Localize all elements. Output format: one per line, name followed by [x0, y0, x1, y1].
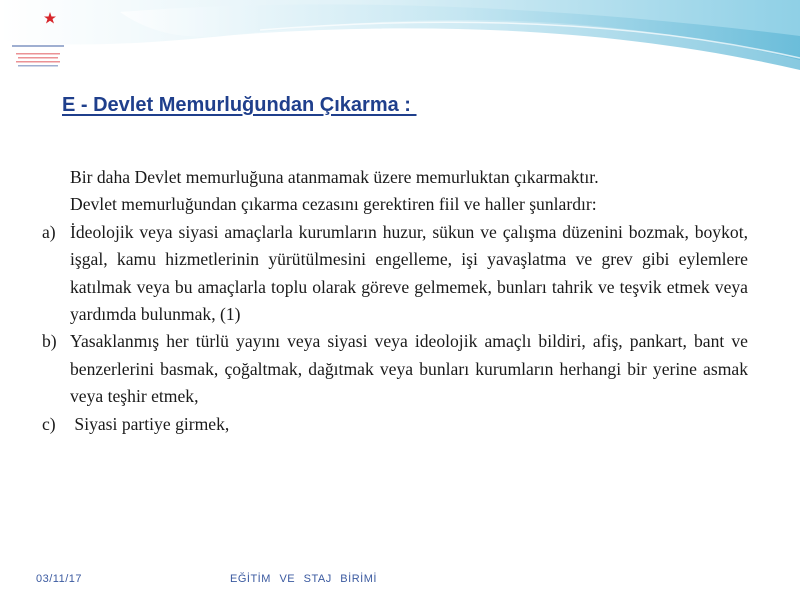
slide-body: [42, 164, 748, 438]
ministry-logo: [6, 4, 70, 70]
header-wave-banner: [0, 0, 800, 90]
list-marker: a): [42, 221, 56, 242]
slide-title: E - Devlet Memurluğundan Çıkarma :: [62, 94, 417, 116]
list-item-text: Yasaklanmış her türlü yayını veya siyasi veya ideolojik amaçlı bildiri, afiş, pankart, bant ve benzerlerini basmak, çoğaltmak, dağıtmak veya bunları kurumların herhangi bir yerine asmak veya teşhir etmek,: [70, 331, 748, 407]
intro-line: Bir daha Devlet memurluğuna atanmamak üzere memurluktan çıkarmaktır.: [70, 167, 599, 187]
footer-date: 03/11/17: [36, 573, 83, 585]
list-item: [42, 219, 748, 329]
intro-line: Devlet memurluğundan çıkarma cezasını gerektiren fiil ve haller şunlardır:: [70, 194, 597, 215]
list-marker: c): [42, 413, 56, 434]
list-marker: b): [42, 331, 57, 352]
list-item-text: İdeolojik veya siyasi amaçlarla kurumların huzur, sükun ve çalışma düzenini bozmak, boykot, işgal, kamu hizmetlerinin yürütülmesini engelleme, işi yavaşlatma ve grev gibi eylemlere katılmak veya bu amaçlarla toplu olarak göreve gelmemek, bunları tahrik ve teşvik etmek veya yardımda bulunmak, (1): [70, 221, 748, 325]
footer-unit-name: EĞİTİM VE STAJ BİRİMİ: [230, 573, 377, 585]
list-item: [42, 411, 748, 438]
list-item-text: Siyasi partiye girmek,: [70, 413, 230, 434]
list-item: [42, 328, 748, 410]
